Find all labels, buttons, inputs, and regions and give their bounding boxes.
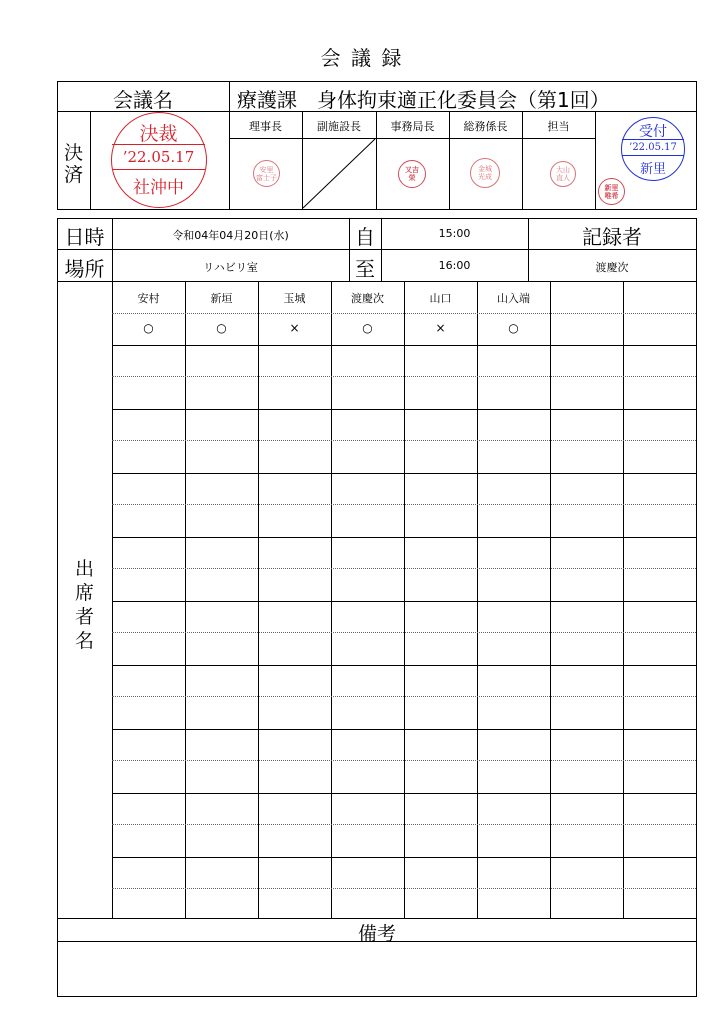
grid-line	[112, 824, 696, 825]
hanko-somu: 金城 光成	[470, 158, 500, 188]
grid-line	[112, 601, 696, 602]
attendance-mark: ○	[508, 321, 519, 335]
attendee-name: 渡慶次	[351, 292, 384, 305]
grid-line	[112, 760, 696, 761]
grid-line	[112, 504, 696, 505]
grid-line	[112, 473, 696, 474]
to-value: 16:00	[438, 259, 471, 272]
approval-label-2: 済	[63, 164, 83, 186]
attendance-mark: ○	[216, 321, 227, 335]
vacant-slash	[302, 138, 376, 209]
to-label: 至	[355, 257, 375, 281]
attendance-mark: ×	[435, 321, 446, 335]
grid-line	[112, 665, 696, 666]
place-label: 場所	[64, 257, 105, 281]
role-rijicho: 理事長	[249, 120, 282, 133]
hanko-jimukyokucho: 又吉 栄	[398, 160, 426, 188]
meeting-name-label: 会議名	[113, 88, 173, 112]
attendance-mark: ○	[362, 321, 373, 335]
recorder-value: 渡慶次	[595, 261, 629, 274]
kessai-stamp-date: ’22.05.17	[122, 148, 195, 166]
grid-line	[112, 568, 696, 569]
attendee-name: 山口	[429, 292, 452, 305]
remarks-label: 備考	[357, 923, 396, 945]
grid-line	[112, 440, 696, 441]
grid-line	[112, 345, 696, 346]
attendee-name: 山入端	[497, 292, 530, 305]
meeting-name-value: 療護課 身体拘束適正化委員会（第1回）	[237, 88, 610, 112]
attendance-label-char: 名	[74, 630, 94, 652]
grid-line	[696, 281, 697, 918]
grid-line	[112, 696, 696, 697]
grid-line	[112, 537, 696, 538]
attendee-name: 新垣	[210, 292, 233, 305]
role-tanto: 担当	[547, 120, 570, 133]
uketsuke-stamp-bottom: 新里	[639, 162, 666, 177]
uketsuke-stamp	[621, 117, 685, 181]
grid-line	[112, 409, 696, 410]
attendance-label-char: 者	[74, 606, 94, 628]
recorder-label: 記録者	[582, 225, 642, 249]
grid-line	[112, 281, 696, 282]
uketsuke-stamp-top: 受付	[639, 124, 667, 140]
date-label: 日時	[64, 225, 105, 249]
role-fukushisetsucho: 副施設長	[317, 120, 361, 133]
grid-line	[112, 888, 696, 889]
hanko-tanto: 大山 直人	[550, 161, 576, 187]
grid-line	[112, 632, 696, 633]
grid-line	[112, 729, 696, 730]
grid-line	[112, 793, 696, 794]
from-value: 15:00	[438, 227, 471, 240]
kessai-stamp	[111, 112, 207, 208]
uketsuke-stamp-date: ’22.05.17	[629, 142, 677, 153]
place-value: リハビリ室	[203, 261, 258, 274]
role-somukakaricho: 総務係長	[463, 120, 508, 133]
approval-label-1: 決	[63, 142, 83, 164]
attendance-mark: ×	[289, 321, 300, 335]
from-label: 自	[355, 225, 375, 249]
date-value: 令和04年04月20日(水)	[172, 229, 289, 242]
attendance-label-char: 出	[74, 558, 94, 580]
kessai-stamp-bottom: 社沖中	[133, 178, 184, 198]
hanko-extra: 新里 唯希	[598, 178, 625, 205]
grid-line	[112, 376, 696, 377]
attendee-name: 安村	[137, 292, 160, 305]
page-title: 会 議 録	[320, 46, 404, 70]
attendance-label-char: 席	[74, 582, 94, 604]
attendance-mark: ○	[143, 321, 154, 335]
role-jimukyokucho: 事務局長	[390, 120, 435, 133]
kessai-stamp-top: 決裁	[139, 123, 178, 145]
attendee-name: 玉城	[283, 292, 306, 305]
grid-line	[112, 313, 696, 314]
grid-line	[112, 857, 696, 858]
hanko-rijicho: 安里 富士子	[253, 160, 280, 187]
